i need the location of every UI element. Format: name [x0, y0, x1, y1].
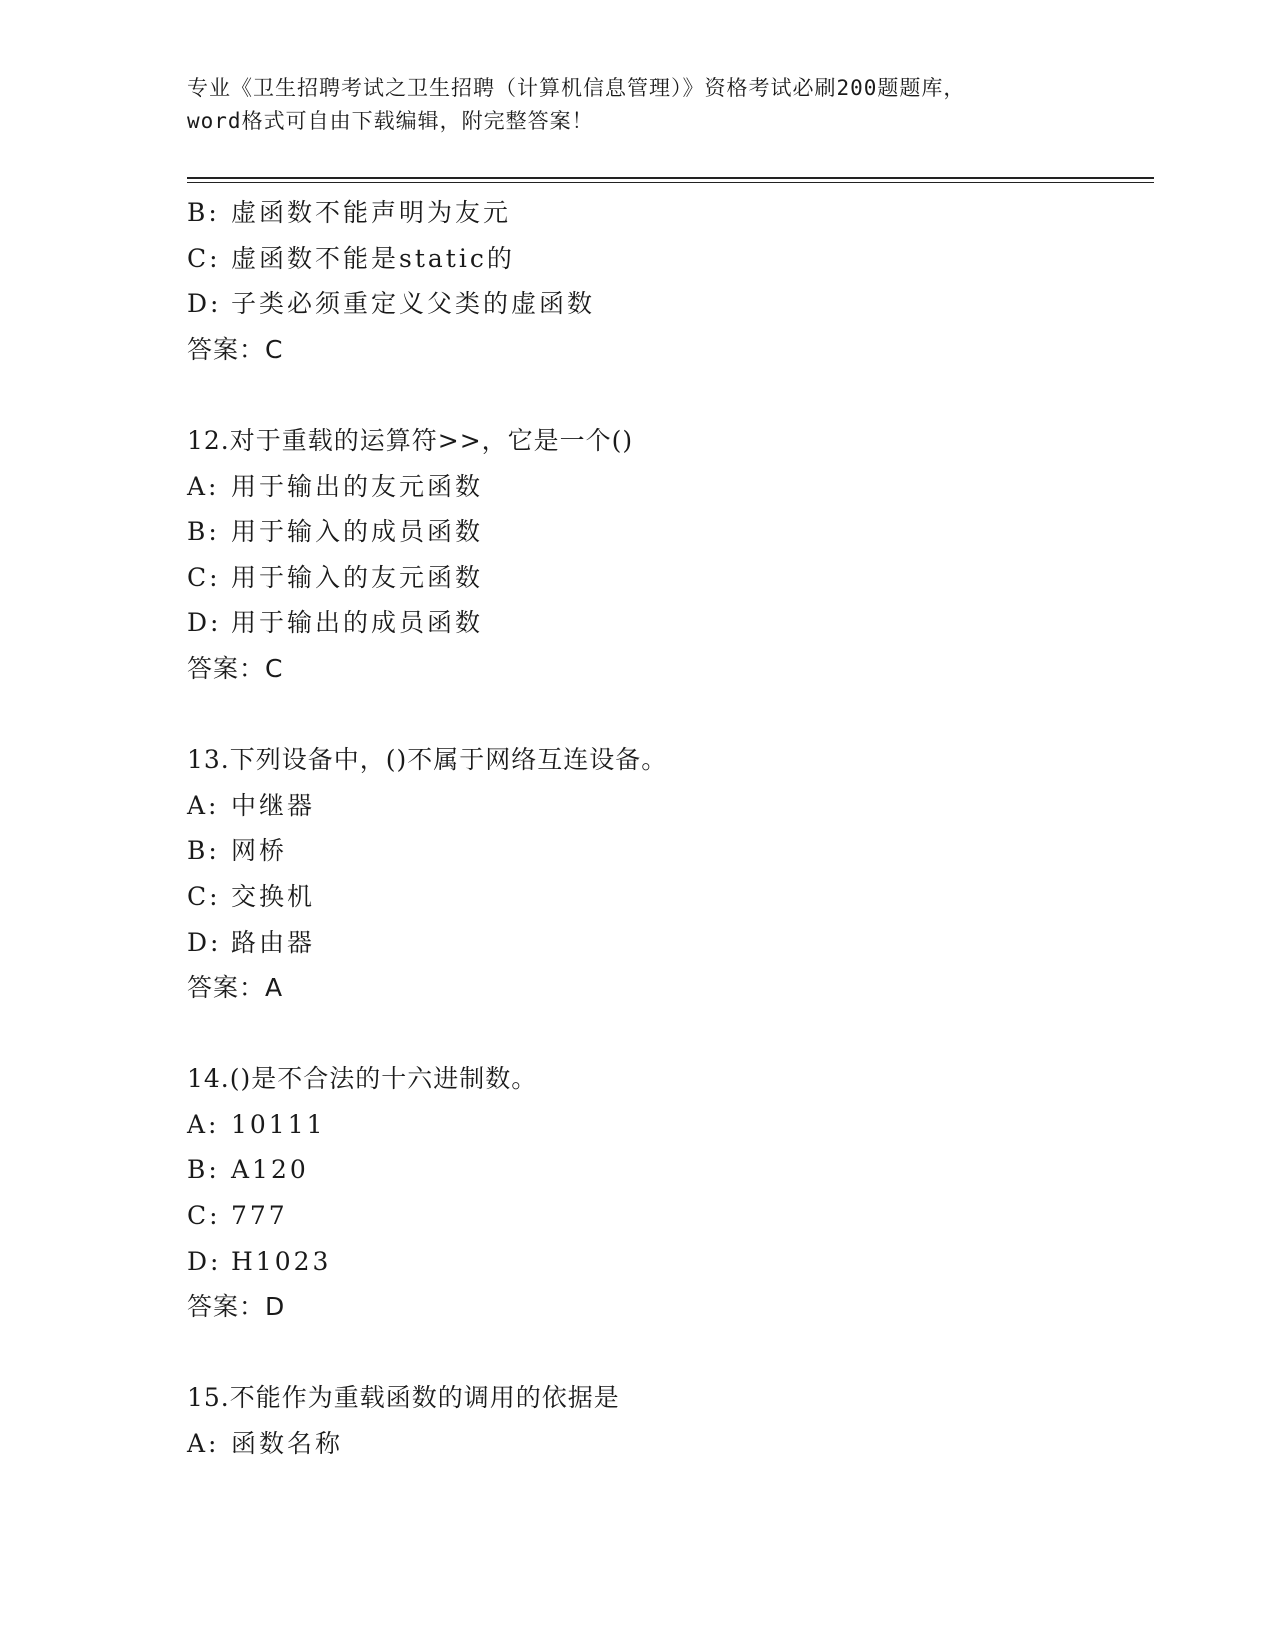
- option-a: [187, 783, 1147, 829]
- option-text: 777: [231, 1201, 288, 1231]
- option-a: [187, 1421, 1147, 1467]
- option-text: 路由器: [231, 927, 316, 957]
- option-key: C:: [187, 562, 221, 592]
- option-text: 中继器: [231, 790, 316, 820]
- answer-line: 答案：A: [187, 973, 284, 1003]
- option-d: [187, 920, 1147, 966]
- option-key: D:: [187, 1246, 222, 1276]
- option-text: 用于输入的友元函数: [231, 562, 484, 592]
- option-key: B:: [187, 1155, 220, 1185]
- question-12: [187, 418, 1147, 692]
- question-stem: 15.不能作为重载函数的调用的依据是: [187, 1383, 620, 1413]
- spacer: [187, 1330, 1147, 1376]
- option-a: [187, 464, 1147, 510]
- option-key: C:: [187, 243, 221, 273]
- option-key: B:: [187, 836, 220, 866]
- option-text: 交换机: [231, 881, 316, 911]
- option-b: [187, 190, 1147, 236]
- option-text: H1023: [231, 1246, 332, 1276]
- option-key: C:: [187, 881, 221, 911]
- option-b: [187, 1147, 1147, 1193]
- option-text: 用于输出的友元函数: [231, 471, 484, 501]
- option-key: C:: [187, 1201, 221, 1231]
- option-key: A:: [187, 790, 220, 820]
- option-text: 用于输入的成员函数: [231, 517, 484, 547]
- question-11-continued: [187, 190, 1147, 372]
- option-text: 用于输出的成员函数: [231, 608, 484, 638]
- question-14: [187, 1056, 1147, 1330]
- option-key: A:: [187, 1429, 220, 1459]
- option-text: 虚函数不能声明为友元: [231, 198, 512, 227]
- option-key: A:: [187, 471, 220, 501]
- option-text: 函数名称: [231, 1429, 344, 1459]
- option-d: [187, 281, 1147, 327]
- question-stem: 12.对于重载的运算符>>，它是一个(): [187, 425, 634, 455]
- option-d: [187, 1239, 1147, 1285]
- question-stem: 13.下列设备中，()不属于网络互连设备。: [187, 745, 668, 775]
- header-line-2: word格式可自由下载编辑，附完整答案！: [187, 109, 594, 133]
- answer-line: 答案：D: [187, 1292, 286, 1322]
- option-d: [187, 600, 1147, 646]
- option-key: A:: [187, 1109, 220, 1139]
- option-key: B:: [187, 198, 220, 227]
- option-text: 虚函数不能是static的: [231, 243, 515, 273]
- option-key: D:: [187, 608, 222, 638]
- option-c: [187, 555, 1147, 601]
- question-15: [187, 1375, 1147, 1466]
- option-b: [187, 509, 1147, 555]
- question-list: [187, 190, 1147, 1467]
- option-a: [187, 1102, 1147, 1148]
- spacer: [187, 692, 1147, 738]
- option-b: [187, 828, 1147, 874]
- answer-line: 答案：C: [187, 653, 284, 683]
- option-c: [187, 236, 1147, 282]
- question-13: [187, 737, 1147, 1011]
- answer-line: 答案：C: [187, 334, 284, 364]
- option-text: 10111: [231, 1109, 326, 1139]
- question-stem: 14.()是不合法的十六进制数。: [187, 1064, 538, 1094]
- header-line-1: 专业《卫生招聘考试之卫生招聘（计算机信息管理）》资格考试必刷200题题库，: [187, 76, 966, 100]
- spacer: [187, 1011, 1147, 1057]
- spacer: [187, 372, 1147, 418]
- option-key: D:: [187, 289, 222, 319]
- document-header: [187, 72, 1087, 138]
- option-text: A120: [231, 1155, 309, 1185]
- option-key: B:: [187, 517, 220, 547]
- option-key: D:: [187, 927, 222, 957]
- option-text: 网桥: [231, 836, 288, 866]
- option-c: [187, 874, 1147, 920]
- header-divider-thin: [187, 182, 1154, 183]
- option-text: 子类必须重定义父类的虚函数: [231, 289, 596, 319]
- header-divider-thick: [187, 177, 1154, 179]
- option-c: [187, 1193, 1147, 1239]
